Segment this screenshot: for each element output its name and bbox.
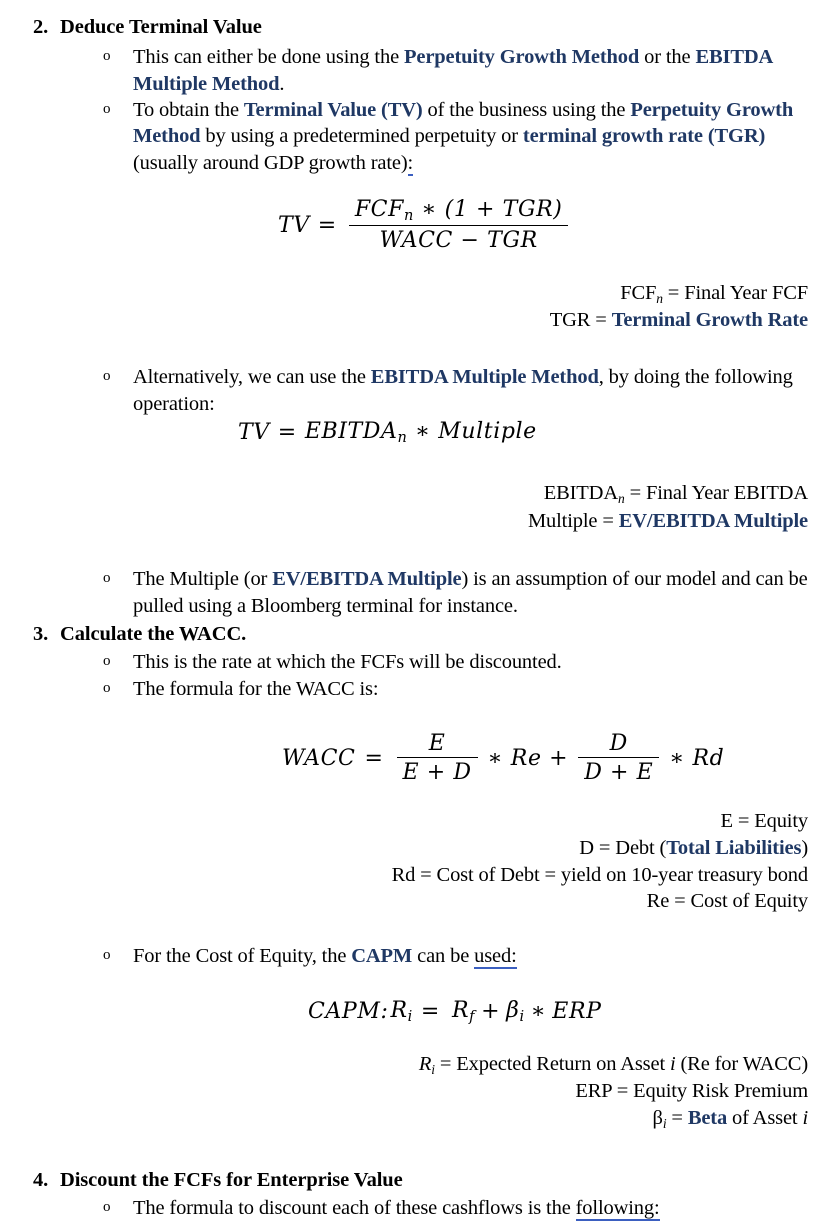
rf-subscript: f <box>469 1008 476 1025</box>
list-item <box>0 97 828 176</box>
text-fragment: , by doing the following operation: <box>133 366 793 415</box>
formula-label: CAPM: <box>308 998 389 1024</box>
definition-line: E = Equity <box>720 809 808 832</box>
text-fragment: or the <box>639 46 696 69</box>
operator-times-re: ∗ Re + <box>487 746 569 772</box>
text-fragment: by using a predetermined perpetuity or <box>200 125 523 148</box>
definition-line <box>0 1051 808 1079</box>
definition-equals: = <box>624 482 646 504</box>
rf-base: R <box>451 997 470 1023</box>
definition-line <box>0 280 808 308</box>
definition-line <box>0 307 808 334</box>
definitions-ebitda <box>0 480 828 534</box>
definition-value: EV/EBITDA Multiple <box>618 509 808 532</box>
list-item <box>0 364 828 417</box>
definition-equals: = <box>434 1052 457 1075</box>
formula-beta <box>506 998 525 1025</box>
fraction-numerator: E <box>397 731 478 758</box>
definition-line <box>0 835 808 862</box>
fraction <box>349 197 569 253</box>
spellcheck-marked-text: following: <box>575 1196 660 1219</box>
emphasis-perpetuity-growth-method: Perpetuity Growth Method <box>133 98 794 148</box>
emphasis-perpetuity-growth-method: Perpetuity Growth Method <box>404 46 640 69</box>
definition-value: Final Year FCF <box>684 281 808 304</box>
emphasis-terminal-growth-rate-tgr: terminal growth rate (TGR) <box>522 125 766 148</box>
ri-base: R <box>390 997 408 1023</box>
bullet-marker: o <box>103 679 111 696</box>
emphasis-capm: CAPM <box>351 945 413 968</box>
list-item <box>0 676 828 702</box>
definition-term: ERP <box>575 1080 612 1103</box>
definition-term-subscript: i <box>431 1061 435 1077</box>
list-item <box>0 649 828 675</box>
bullet-marker: o <box>103 368 111 385</box>
definitions-capm <box>0 1051 828 1133</box>
text-fragment: For the Cost of Equity, the <box>133 945 352 968</box>
definition-term: EBITDA <box>543 482 618 504</box>
operator-times-rd: ∗ Rd <box>669 746 725 772</box>
definitions-wacc <box>0 808 828 915</box>
formula-wacc <box>0 732 828 786</box>
section-number-3: 3. <box>33 623 49 645</box>
equals-sign: = <box>317 213 337 239</box>
list-item-text <box>133 364 808 417</box>
formula-ebitda-multiple <box>0 419 828 446</box>
numerator-rest: ∗ (1 + TGR) <box>413 196 563 222</box>
emphasis-ebitda-multiple-method: EBITDA Multiple Method <box>133 46 773 95</box>
definition-value: Expected Return on Asset <box>456 1052 670 1075</box>
emphasis-ebitda-multiple-method: EBITDA Multiple Method <box>370 366 599 389</box>
list-item <box>0 943 828 969</box>
list-item-text <box>133 943 808 969</box>
section-heading-3 <box>0 621 828 647</box>
bullet-marker: o <box>103 947 111 964</box>
list-item-text <box>133 566 808 619</box>
bullet-marker: o <box>103 48 111 65</box>
list-item-text <box>133 97 808 176</box>
plus-sign: + <box>481 998 501 1024</box>
fraction-denominator: D + E <box>584 759 654 785</box>
text-fragment: ) is an assumption of our model and can be pulled using a Bloomberg terminal for instance. <box>133 568 808 617</box>
list-item-text <box>133 1195 808 1221</box>
text-fragment: Alternatively, we can use the <box>133 366 371 389</box>
definition-value-italic: i <box>802 1107 808 1129</box>
rhs-subscript: n <box>397 430 408 446</box>
bullet-marker: o <box>103 1198 111 1215</box>
definition-value: Final Year EBITDA <box>645 482 808 504</box>
definition-value-tail: (Re for WACC) <box>675 1052 808 1075</box>
formula-ri <box>390 998 412 1025</box>
formula-erp: ERP <box>552 998 602 1024</box>
section-title-4: Discount the FCFs for Enterprise Value <box>60 1168 403 1191</box>
beta-base: β <box>506 997 520 1023</box>
formula-lhs: TV <box>278 213 310 239</box>
spellcheck-marked-text: : <box>407 151 414 174</box>
times-sign: ∗ <box>530 998 547 1024</box>
definition-term: β <box>652 1107 663 1129</box>
definition-value: Equity Risk Premium <box>633 1080 808 1103</box>
definition-equals: = <box>611 1080 634 1103</box>
bullet-marker: o <box>103 570 111 587</box>
list-item-text: The formula for the WACC is: <box>133 677 379 700</box>
definition-line: Rd = Cost of Debt = yield on 10-year treasury bond <box>391 863 808 886</box>
emphasis-terminal-value-tv: Terminal Value (TV) <box>243 98 423 121</box>
fraction-denominator: WACC − TGR <box>379 227 538 253</box>
list-item <box>0 1195 828 1221</box>
fraction-denominator: E + D <box>402 759 472 785</box>
definition-value-tail: of Asset <box>727 1107 803 1129</box>
definition-line <box>0 480 808 508</box>
text-fragment: of the business using the <box>422 98 631 121</box>
definition-term: R <box>418 1052 432 1075</box>
definition-term: FCF <box>620 281 657 304</box>
definition-term-subscript: n <box>618 490 625 506</box>
definition-term: Multiple <box>527 509 598 532</box>
formula-lhs: WACC <box>282 746 356 772</box>
definition-term: TGR <box>549 309 591 332</box>
definitions-terminal-value <box>0 280 828 334</box>
section-title-3: Calculate the WACC. <box>60 623 247 645</box>
equals-sign: = <box>277 419 297 445</box>
spellcheck-marked-text: used: <box>474 945 517 968</box>
equals-sign: = <box>420 998 440 1024</box>
definition-line: Re = Cost of Equity <box>646 890 808 913</box>
text-fragment: To obtain the <box>133 98 244 121</box>
text-fragment: can be <box>412 945 475 968</box>
formula-terminal-value <box>0 198 828 254</box>
ri-subscript: i <box>407 1008 413 1025</box>
emphasis-ev-ebitda-multiple: EV/EBITDA Multiple <box>272 568 462 591</box>
section-number-4: 4. <box>33 1168 49 1191</box>
formula-rhs <box>305 419 537 446</box>
bullet-marker: o <box>103 653 111 670</box>
section-title-2: Deduce Terminal Value <box>60 16 262 38</box>
list-item-text: This is the rate at which the FCFs will be discounted. <box>133 651 562 674</box>
list-item-text <box>133 44 808 97</box>
formula-lhs: TV <box>238 419 270 445</box>
bullet-marker: o <box>103 100 111 117</box>
fraction-equity-weight <box>397 731 478 785</box>
fraction-numerator: D <box>578 731 659 758</box>
definition-term-subscript: i <box>662 1115 667 1131</box>
text-fragment: The formula to discount each of these cashflows is the <box>133 1196 576 1219</box>
emphasis-total-liabilities: Total Liabilities <box>666 836 802 859</box>
text-fragment: (usually around GDP growth rate) <box>133 151 408 174</box>
formula-capm <box>0 998 828 1025</box>
definition-equals: = <box>666 1107 688 1129</box>
text-fragment: The Multiple (or <box>133 568 273 591</box>
definition-equals: = <box>590 309 612 332</box>
definition-term-subscript: n <box>656 290 663 306</box>
section-number-2: 2. <box>33 16 49 38</box>
fraction-numerator <box>349 197 569 226</box>
definition-value: Terminal Growth Rate <box>611 309 808 332</box>
definition-line <box>0 1105 808 1133</box>
formula-rf <box>452 998 475 1025</box>
definition-value-italic: i <box>669 1052 676 1075</box>
definition-equals: = <box>597 509 619 532</box>
text-fragment: This can either be done using the <box>133 46 404 69</box>
text-fragment: . <box>279 72 285 95</box>
emphasis-beta: Beta <box>687 1107 728 1129</box>
rhs-base: EBITDA <box>304 418 398 444</box>
definition-line <box>0 508 808 535</box>
definition-prefix: D = Debt ( <box>579 836 667 859</box>
equals-sign: = <box>364 746 384 772</box>
list-item <box>0 566 828 619</box>
definition-equals: = <box>662 281 685 304</box>
list-item <box>0 44 828 97</box>
rhs-rest: ∗ Multiple <box>407 418 537 444</box>
section-heading-4 <box>0 1167 828 1193</box>
numerator-subscript: n <box>403 207 414 224</box>
definition-suffix: ) <box>801 836 808 859</box>
definition-line <box>0 1078 808 1105</box>
numerator-base: FCF <box>354 196 404 222</box>
section-heading-2 <box>0 14 828 40</box>
beta-subscript: i <box>519 1008 525 1025</box>
fraction-debt-weight <box>578 731 659 785</box>
